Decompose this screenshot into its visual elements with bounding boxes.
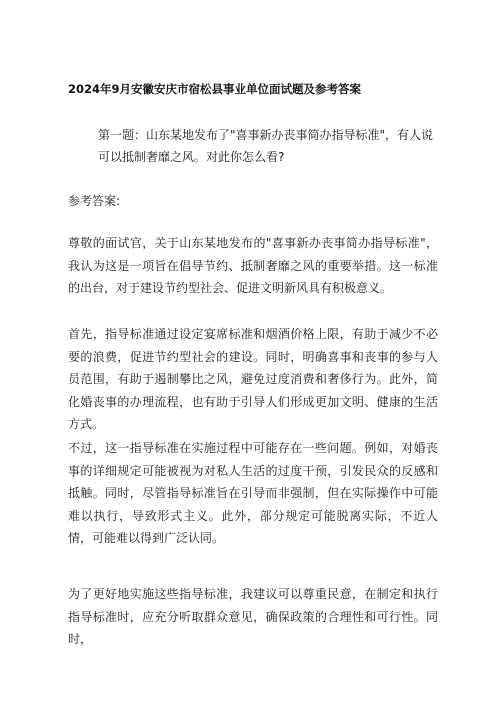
answer-paragraph-1: 尊敬的面试官，关于山东某地发布的"喜事新办丧事简办指导标准"，我认为这是一项旨在倡导节约、抵制奢靡之风的重要举措。这一标准的出台，对于建设节约型社会、促进文明新风具有积极意义。 [68,236,438,295]
answer-paragraph-3: 不过，这一指导标准在实施过程中可能存在一些问题。例如，对婚丧事的详细规定可能被视为对私人生活的过度干预，引发民众的反感和抵触。同时，尽管指导标准旨在引导而非强制，但在实际操作中可能难以执行，导致形式主义。此外，部分规定可能脱离实际，不近人情，可能难以得到广泛认同。 [68,441,438,545]
document-title: 2024年9月安徽安庆市宿松县事业单位面试题及参考答案 [68,82,362,96]
question-text: 第一题：山东某地发布了"喜事新办丧事简办指导标准"，有人说可以抵制奢靡之风。对此你怎么看? [98,128,434,164]
answer-label: 参考答案: [68,194,121,208]
answer-paragraph-4: 为了更好地实施这些指导标准，我建议可以尊重民意，在制定和执行指导标准时，应充分听取群众意见，确保政策的合理性和可行性。同时， [68,587,438,646]
answer-paragraph-2: 首先，指导标准通过设定宴席标准和烟酒价格上限，有助于减少不必要的浪费，促进节约型社会的建设。同时，明确喜事和丧事的参与人员范围，有助于遏制攀比之风，避免过度消费和奢侈行为。此外，简化婚丧事的办理流程，也有助于引导人们形成更加文明、健康的生活方式。 [68,327,438,431]
